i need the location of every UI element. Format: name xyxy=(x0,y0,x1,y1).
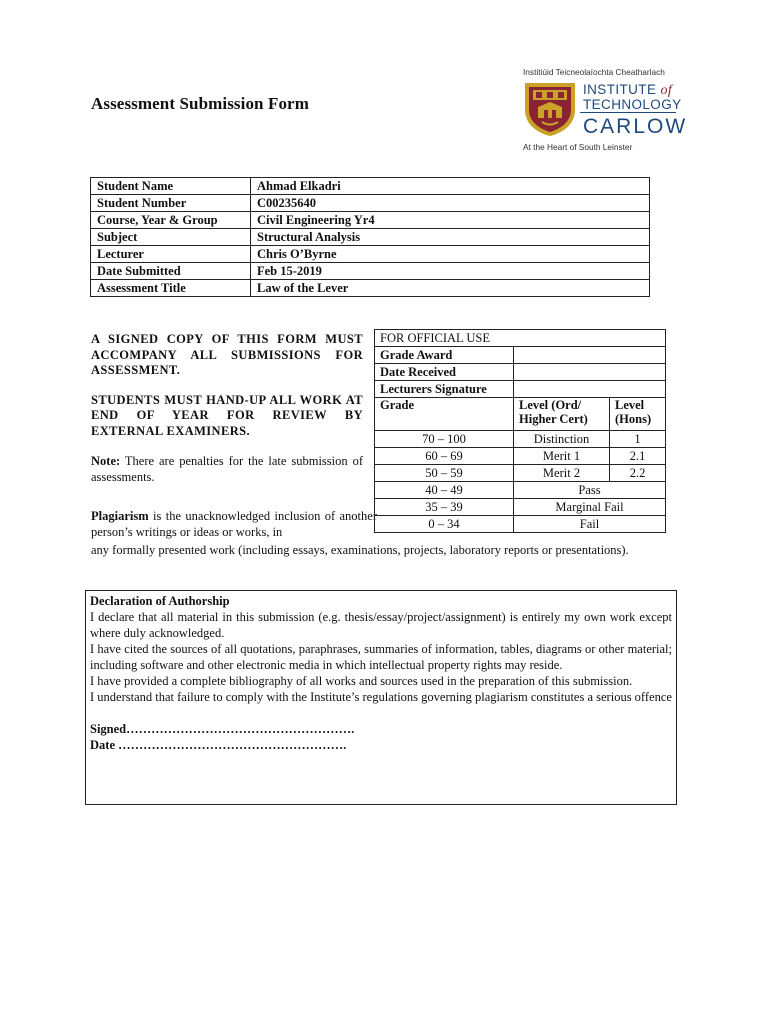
table-row xyxy=(375,364,666,381)
field-label: Assessment Title xyxy=(91,280,251,297)
table-row xyxy=(375,499,666,516)
signed-line[interactable]: Signed………………………………………………. xyxy=(90,722,355,736)
signed-copy-notice: A SIGNED COPY OF THIS FORM MUST ACCOMPANY ALL SUBMISSIONS FOR ASSESSMENT. xyxy=(91,332,363,377)
plagiarism-definition-cont: any formally presented work (including essays, examinations, projects, laboratory reports or presentations). xyxy=(91,543,629,557)
table-row xyxy=(91,280,650,297)
table-row xyxy=(91,178,650,195)
table-row xyxy=(91,246,650,263)
hand-up-notice: STUDENTS MUST HAND-UP ALL WORK AT END OF YEAR FOR REVIEW BY EXTERNAL EXAMINERS. xyxy=(91,392,363,438)
field-label: Student Number xyxy=(91,195,251,212)
field-value: Structural Analysis xyxy=(251,229,650,246)
table-row xyxy=(375,431,666,448)
table-row xyxy=(375,381,666,398)
logo-technology: TECHNOLOGY xyxy=(583,97,682,112)
lecturer-signature-field[interactable] xyxy=(514,381,666,398)
table-row xyxy=(375,347,666,364)
grade-level: Merit 2 xyxy=(514,465,610,482)
logo-irish-name: Institiúid Teicneolaíochta Cheatharlach xyxy=(523,67,665,77)
table-row xyxy=(91,195,650,212)
field-value: Civil Engineering Yr4 xyxy=(251,212,650,229)
field-value: Chris O’Byrne xyxy=(251,246,650,263)
official-header: FOR OFFICIAL USE xyxy=(375,330,666,347)
field-label: Date Submitted xyxy=(91,263,251,280)
logo-institute: INSTITUTE of xyxy=(583,82,673,98)
grade-range: 35 – 39 xyxy=(375,499,514,516)
instructions xyxy=(91,332,363,485)
table-row xyxy=(375,482,666,499)
logo-tagline: At the Heart of South Leinster xyxy=(523,142,633,152)
late-penalty-note: Note: There are penalties for the late submission of assessments. xyxy=(91,454,363,484)
field-value: Law of the Lever xyxy=(251,280,650,297)
grade-award-label: Grade Award xyxy=(375,347,514,364)
grade-level: Fail xyxy=(514,516,666,533)
field-label: Subject xyxy=(91,229,251,246)
grade-level: Marginal Fail xyxy=(514,499,666,516)
plagiarism-definition: Plagiarism is the unacknowledged inclusion of another person’s writings or ideas or works, in xyxy=(91,509,377,539)
declaration-box xyxy=(85,590,677,805)
field-label: Course, Year & Group xyxy=(91,212,251,229)
logo-carlow: CARLOW xyxy=(583,115,688,138)
col-level-header: Level (Ord/ Higher Cert) xyxy=(514,398,610,431)
declaration-paragraph: I declare that all material in this submission (e.g. thesis/essay/project/assignment) is entirely my own work except where duly acknowledged. xyxy=(90,610,672,640)
table-row xyxy=(375,330,666,347)
table-row xyxy=(375,516,666,533)
date-received-label: Date Received xyxy=(375,364,514,381)
table-row xyxy=(91,263,650,280)
declaration-paragraph: I have provided a complete bibliography of all works and sources used in the preparation of this submission. xyxy=(90,674,633,688)
declaration-paragraph: I understand that failure to comply with the Institute’s regulations governing plagiarism constitutes a serious offence xyxy=(90,690,672,704)
grade-range: 40 – 49 xyxy=(375,482,514,499)
grade-range: 70 – 100 xyxy=(375,431,514,448)
col-grade-header: Grade xyxy=(375,398,514,431)
form-title: Assessment Submission Form xyxy=(91,94,309,113)
grade-range: 0 – 34 xyxy=(375,516,514,533)
grade-level: Merit 1 xyxy=(514,448,610,465)
grade-range: 60 – 69 xyxy=(375,448,514,465)
field-label: Lecturer xyxy=(91,246,251,263)
grade-hons: 2.1 xyxy=(610,448,666,465)
table-row xyxy=(375,448,666,465)
crest-icon xyxy=(522,80,578,138)
official-use-table xyxy=(374,329,666,533)
logo-divider xyxy=(580,112,676,113)
declaration-title: Declaration of Authorship xyxy=(90,594,230,608)
grade-level: Pass xyxy=(514,482,666,499)
grade-level: Distinction xyxy=(514,431,610,448)
lecturer-signature-label: Lecturers Signature xyxy=(375,381,514,398)
declaration-paragraph: I have cited the sources of all quotations, paraphrases, summaries of information, tables, diagrams or other material; including software and other electronic media in which intellectual property rights may reside. xyxy=(90,642,672,672)
date-received-field[interactable] xyxy=(514,364,666,381)
grade-award-field[interactable] xyxy=(514,347,666,364)
table-row xyxy=(375,398,666,431)
table-row xyxy=(91,229,650,246)
field-value: C00235640 xyxy=(251,195,650,212)
student-details-table xyxy=(90,177,650,297)
grade-range: 50 – 59 xyxy=(375,465,514,482)
grade-hons: 2.2 xyxy=(610,465,666,482)
col-hons-header: Level (Hons) xyxy=(610,398,666,431)
field-value: Feb 15-2019 xyxy=(251,263,650,280)
field-value: Ahmad Elkadri xyxy=(251,178,650,195)
grade-hons: 1 xyxy=(610,431,666,448)
date-line[interactable]: Date ………………………………………………. xyxy=(90,738,347,752)
table-row xyxy=(91,212,650,229)
field-label: Student Name xyxy=(91,178,251,195)
table-row xyxy=(375,465,666,482)
